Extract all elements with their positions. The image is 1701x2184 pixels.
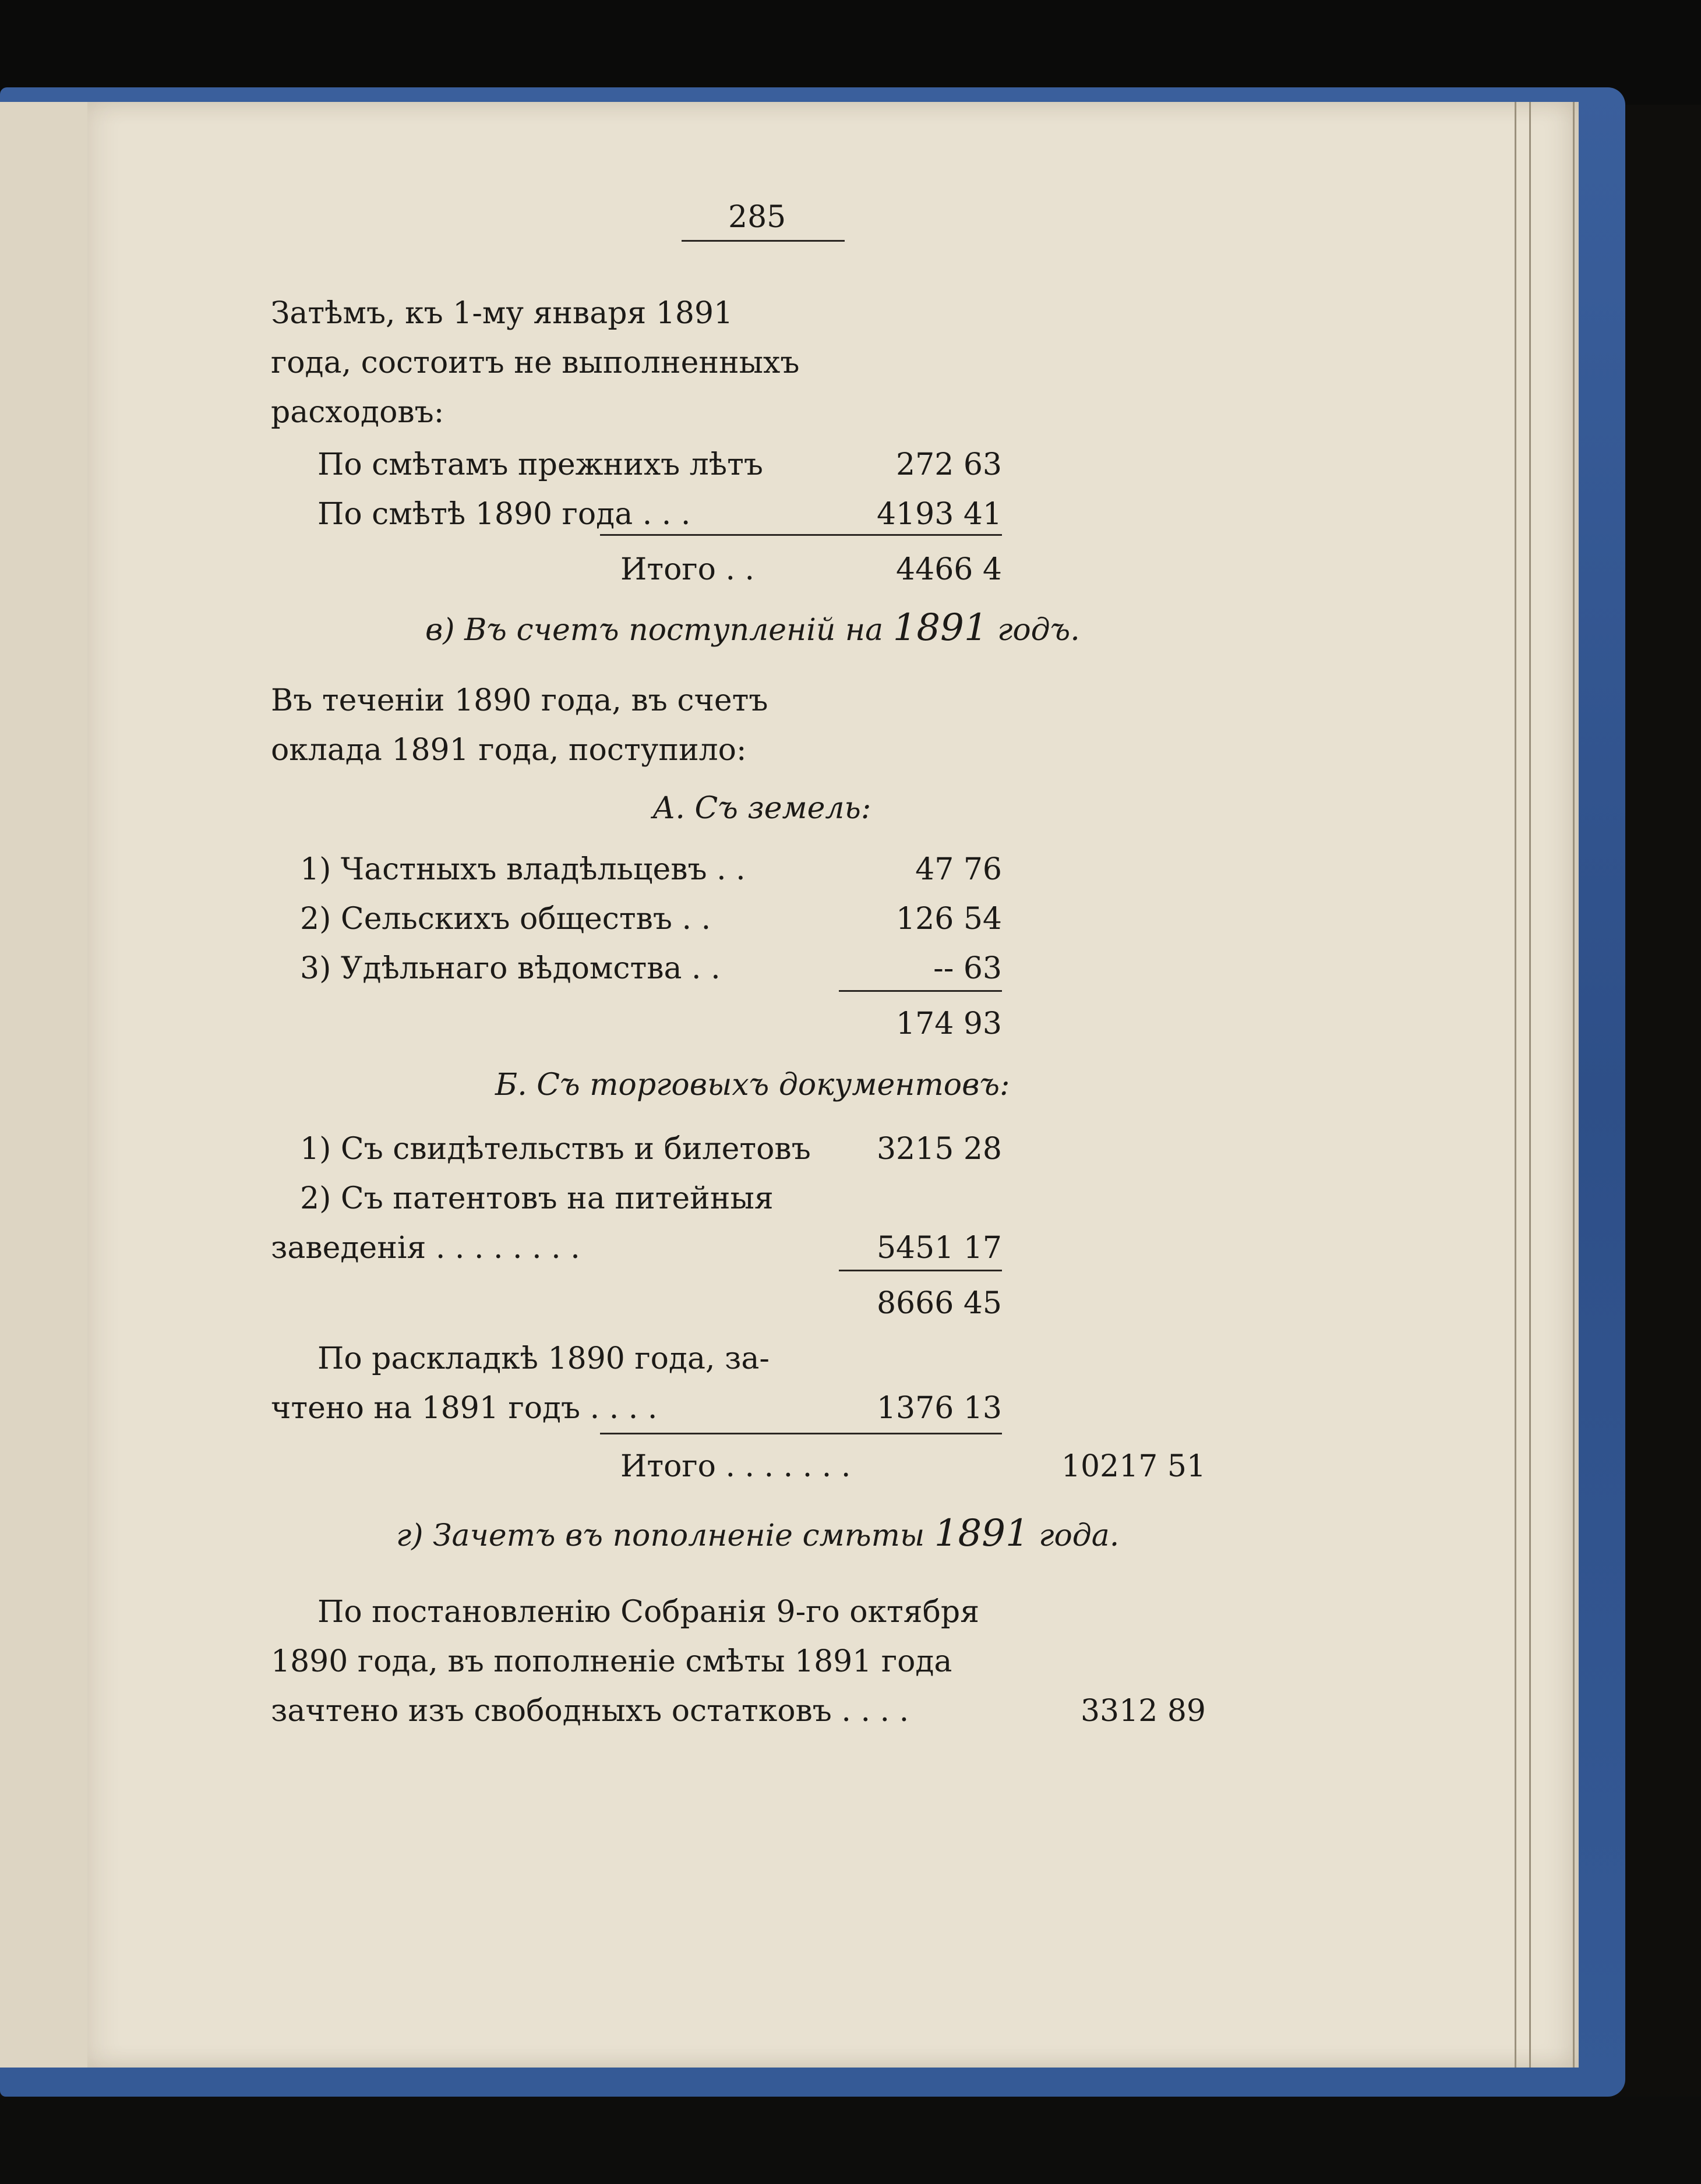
page-number-rule bbox=[682, 240, 845, 242]
lands-item-label: 1) Частныхъ владѣльцевъ . . bbox=[300, 852, 746, 887]
lands-item-label: 2) Сельскихъ обществъ . . bbox=[300, 902, 711, 936]
previous-page-edge bbox=[0, 102, 90, 2068]
page-number: 285 bbox=[728, 200, 786, 235]
section-v-title: в) Въ счетъ поступленій на bbox=[425, 613, 884, 648]
lands-item-label: 3) Удѣльнаго вѣдомства . . bbox=[300, 951, 721, 986]
raskladka-rule bbox=[600, 1433, 1002, 1434]
raskladka-value: 1376 13 bbox=[876, 1391, 1002, 1426]
lands-item-value: 126 54 bbox=[896, 902, 1002, 936]
lands-heading: А. Съ земель: bbox=[652, 791, 871, 826]
trade-item-2-value: 5451 17 bbox=[876, 1231, 1002, 1266]
receipts-intro-line-2: оклада 1891 года, поступило: bbox=[271, 733, 747, 768]
section-v-heading bbox=[425, 606, 1080, 649]
lands-subtotal: 174 93 bbox=[896, 1006, 1002, 1041]
section-g-suffix: года. bbox=[1039, 1518, 1120, 1553]
trade-item-2-line-1: 2) Съ патентовъ на питейныя bbox=[300, 1181, 774, 1216]
page-edge-line bbox=[1573, 102, 1575, 2068]
raskladka-line-2: чтено на 1891 годъ . . . . bbox=[271, 1391, 658, 1426]
intro-line-3: расходовъ: bbox=[271, 395, 444, 430]
expense-label: По смѣтамъ прежнихъ лѣтъ bbox=[317, 447, 763, 482]
section-g-year: 1891 bbox=[934, 1512, 1029, 1555]
resolution-line-3: зачтено изъ свободныхъ остатковъ . . . . bbox=[271, 1694, 909, 1729]
section-g-heading bbox=[396, 1514, 1119, 1555]
expense-value: 4193 41 bbox=[876, 497, 1002, 532]
section-g-title: г) Зачетъ въ пополненіе смѣты bbox=[396, 1518, 925, 1553]
intro-line-2: года, состоитъ не выполненныхъ bbox=[271, 345, 800, 380]
trade-item-1-label: 1) Съ свидѣтельствъ и билетовъ bbox=[300, 1132, 811, 1167]
resolution-value: 3312 89 bbox=[1080, 1694, 1206, 1729]
expense-label: По смѣтѣ 1890 года . . . bbox=[317, 497, 691, 532]
trade-item-1-value: 3215 28 bbox=[876, 1132, 1002, 1167]
page-edge-line bbox=[1515, 102, 1516, 2068]
expenses-total-label: Итого . . bbox=[620, 552, 755, 587]
grand-total-value: 10217 51 bbox=[1061, 1449, 1206, 1484]
section-v-suffix: годъ. bbox=[997, 613, 1080, 648]
trade-heading: Б. Съ торговыхъ документовъ: bbox=[495, 1068, 1010, 1102]
page-edge-line bbox=[1529, 102, 1531, 2068]
expenses-rule bbox=[600, 534, 1002, 536]
lands-rule bbox=[839, 990, 1002, 992]
resolution-line-1: По постановленію Собранія 9-го октября bbox=[317, 1595, 980, 1630]
trade-rule bbox=[839, 1270, 1002, 1271]
raskladka-line-1: По раскладкѣ 1890 года, за- bbox=[317, 1341, 770, 1376]
grand-total-label: Итого . . . . . . . bbox=[620, 1449, 851, 1484]
lands-item-value: -- 63 bbox=[933, 951, 1002, 986]
trade-subtotal: 8666 45 bbox=[876, 1286, 1002, 1321]
intro-line-1: Затѣмъ, къ 1-му января 1891 bbox=[271, 296, 733, 331]
section-v-year: 1891 bbox=[892, 606, 988, 649]
lands-item-value: 47 76 bbox=[915, 852, 1002, 887]
trade-item-2-line-2: заведенія . . . . . . . . bbox=[271, 1231, 580, 1266]
resolution-line-2: 1890 года, въ пополненіе смѣты 1891 года bbox=[271, 1644, 952, 1679]
receipts-intro-line-1: Въ теченіи 1890 года, въ счетъ bbox=[271, 683, 768, 718]
expense-value: 272 63 bbox=[896, 447, 1002, 482]
expenses-total-value: 4466 4 bbox=[896, 552, 1002, 587]
bottom-background bbox=[0, 2097, 1701, 2184]
